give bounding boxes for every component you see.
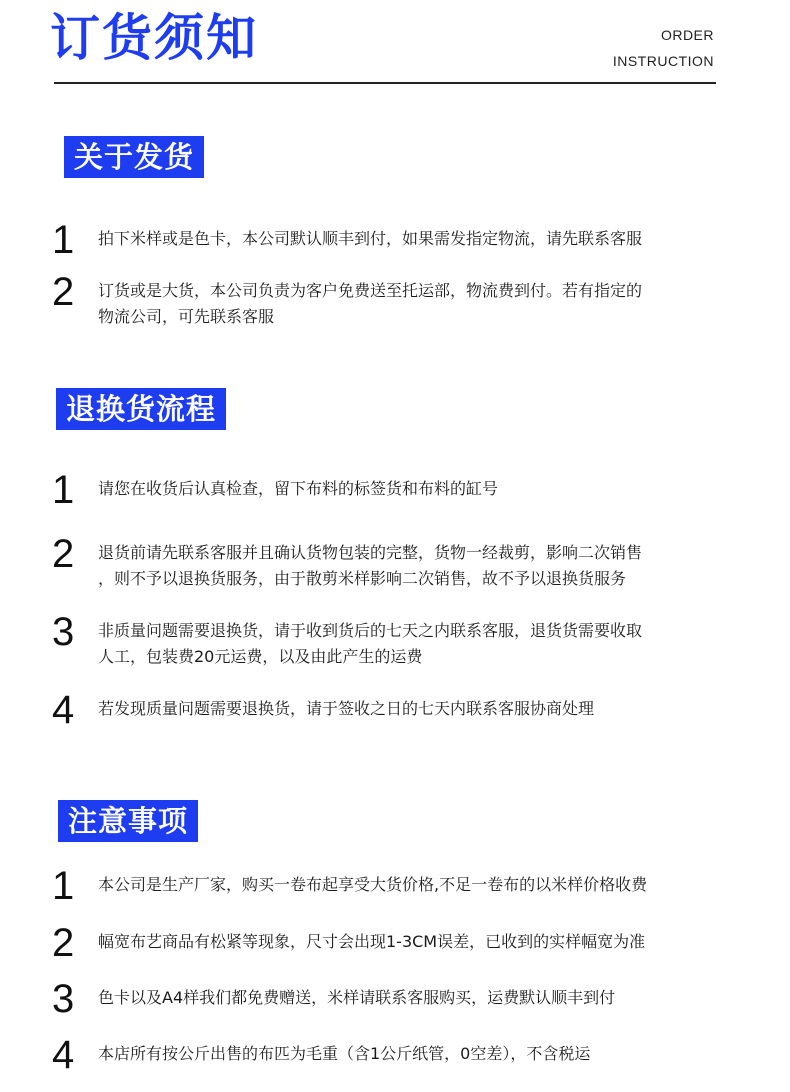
item-number: 2	[52, 270, 75, 314]
item-number: 1	[52, 468, 75, 512]
section-heading-returns: 退换货流程	[56, 388, 226, 430]
page-subtitle	[613, 22, 714, 74]
item-text: 若发现质量问题需要退换货，请于签收之日的七天内联系客服协商处理	[98, 699, 595, 718]
item-number: 1	[52, 218, 75, 262]
subtitle-line-2: INSTRUCTION	[612, 53, 714, 69]
item-text: 订货或是大货，本公司负责为客户免费送至托运部，物流费到付。若有指定的 物流公司，可先联系客服	[98, 281, 643, 326]
item-text: 退货前请先联系客服并且确认货物包装的完整，货物一经裁剪，影响二次销售 ，则不予以退换货服务，由于散剪米样影响二次销售，故不予以退换货服务	[98, 543, 643, 588]
page-title: 订货须知	[50, 9, 258, 67]
item-number: 1	[52, 864, 75, 908]
section-heading-notes: 注意事项	[58, 800, 198, 842]
item-text: 非质量问题需要退换货，请于收到货后的七天之内联系客服，退货货需要收取 人工，包装费20元运费，以及由此产生的运费	[98, 621, 643, 666]
subtitle-line-1: ORDER	[660, 27, 714, 43]
item-text: 请您在收货后认真检查，留下布料的标签货和布料的缸号	[98, 479, 499, 498]
item-number: 4	[52, 688, 75, 732]
item-number: 4	[52, 1033, 75, 1077]
item-text: 幅宽布艺商品有松紧等现象，尺寸会出现1-3CM误差，已收到的实样幅宽为准	[98, 932, 646, 951]
item-number: 2	[52, 921, 75, 965]
section-heading-shipping: 关于发货	[64, 136, 204, 178]
item-text: 拍下米样或是色卡，本公司默认顺丰到付，如果需发指定物流，请先联系客服	[98, 229, 643, 248]
item-number: 2	[52, 532, 75, 576]
item-number: 3	[52, 610, 75, 654]
header-divider	[54, 82, 716, 84]
item-number: 3	[52, 977, 75, 1021]
item-text: 本公司是生产厂家，购买一卷布起享受大货价格,不足一卷布的以米样价格收费	[98, 875, 648, 894]
item-text: 色卡以及A4样我们都免费赠送，米样请联系客服购买，运费默认顺丰到付	[98, 988, 616, 1007]
item-text: 本店所有按公斤出售的布匹为毛重（含1公斤纸管，0空差），不含税运	[98, 1044, 591, 1063]
